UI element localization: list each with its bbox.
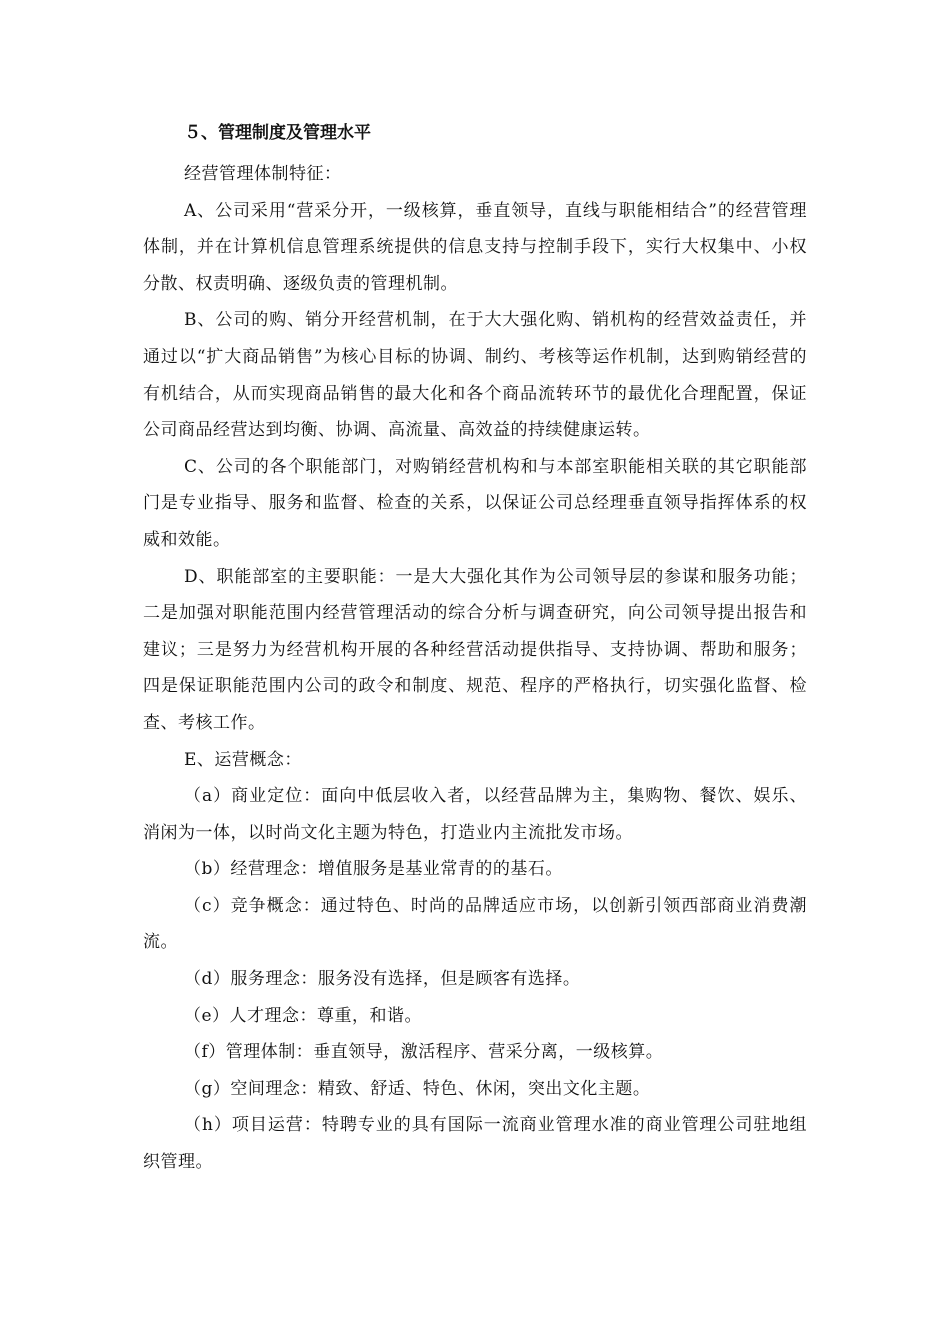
section-heading: ５、管理制度及管理水平 (184, 123, 371, 143)
paragraph-a: A、公司采用“营采分开，一级核算，垂直领导，直线与职能相结合”的经营管理体制，并在计算机信息管理系统提供的信息支持与控制手段下，实行大权集中、小权分散、权责明确、逐级负责的管理机制。 (143, 200, 807, 294)
list-item-f: （f）管理体制：垂直领导，激活程序、营采分离，一级核算。 (184, 1042, 664, 1063)
list-item-b: （b）经营理念：增值服务是基业常青的的基石。 (184, 859, 563, 880)
list-item-h: （h）项目运营：特聘专业的具有国际一流商业管理水准的商业管理公司驻地组织管理。 (143, 1115, 807, 1173)
paragraph-e: E、运营概念： (184, 749, 302, 770)
list-item-a: （a）商业定位：面向中低层收入者，以经营品牌为主，集购物、餐饮、娱乐、消闲为一体，以时尚文化主题为特色，打造业内主流批发市场。 (143, 786, 807, 843)
paragraph-intro: 经营管理体制特征： (184, 164, 342, 184)
list-item-c: （c）竞争概念：通过特色、时尚的品牌适应市场，以创新引领西部商业消费潮流。 (143, 895, 807, 953)
document-body (143, 122, 807, 1181)
paragraph-d: D、职能部室的主要职能：一是大大强化其作为公司领导层的参谋和服务功能；二是加强对职能范围内经营管理活动的综合分析与调查研究，向公司领导提出报告和建议；三是努力为经营机构开展的各种经营活动提供指导、支持协调、帮助和服务；四是保证职能范围内公司的政令和制度、规范、程序的严格执行，切实强化监督、检查、考核工作。 (143, 566, 807, 733)
list-item-g: （g）空间理念：精致、舒适、特色、休闲，突出文化主题。 (184, 1078, 651, 1099)
list-item-d: （d）服务理念：服务没有选择，但是顾客有选择。 (184, 969, 581, 990)
list-item-e: （e）人才理念：尊重，和谐。 (184, 1005, 423, 1026)
paragraph-c: C、公司的各个职能部门，对购销经营机构和与本部室职能相关联的其它职能部门是专业指导、服务和监督、检查的关系，以保证公司总经理垂直领导指挥体系的权威和效能。 (143, 456, 807, 550)
paragraph-b: B、公司的购、销分开经营机制，在于大大强化购、销机构的经营效益责任，并通过以“扩大商品销售”为核心目标的协调、制约、考核等运作机制，达到购销经营的有机结合，从而实现商品销售的最大化和各个商品流转环节的最优化合理配置，保证公司商品经营达到均衡、协调、高流量、高效益的持续健康运转。 (143, 310, 807, 441)
